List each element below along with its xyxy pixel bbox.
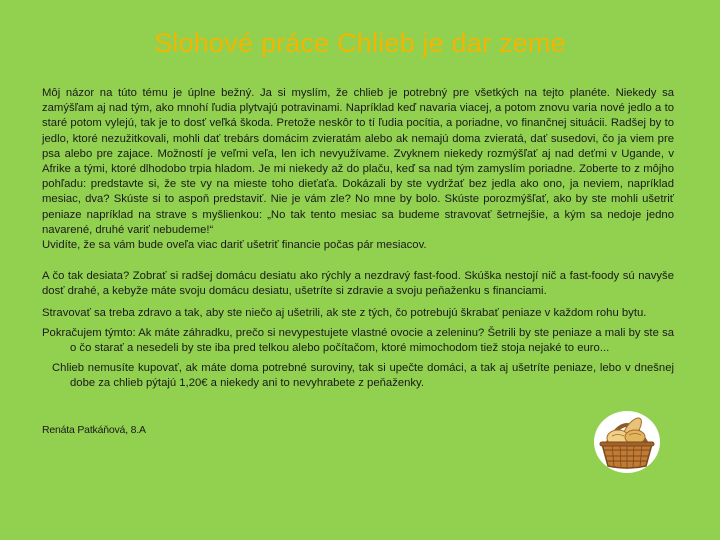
paragraph-conclusion-line: Uvidíte, že sa vám bude oveľa viac dariť ušetriť financie počas pár mesiacov. (42, 239, 427, 252)
paragraph-snack: A čo tak desiata? Zobrať si radšej domácu desiatu ako rýchly a nezdravý fast-food. Skúška nestojí nič a fast-foody sú navyše dosť drahé, a kebyže máte svoju domácu desiatu, ušetríte si zdravie a svoju peňaženku s financiami. (42, 270, 674, 298)
page-title: Slohové práce Chlieb je dar zeme (154, 28, 566, 58)
essay-body (42, 86, 674, 392)
paragraph-healthy-eating: Stravovať sa treba zdravo a tak, aby ste niečo aj ušetrili, ak ste z tých, čo potrebujú škrabať peniaze v každom rohu bytu. (42, 306, 647, 319)
author-signature: Renáta Patkáňová, 8.A (42, 424, 146, 436)
paragraph-intro: Môj názor na túto tému je úplne bežný. Ja si myslím, že chlieb je potrebný pre všetkých na tejto planéte. Niekedy sa zamýšľam aj nad tým, ako mnohí ľudia plytvajú potravinami. Napríklad keď navaria viacej, a potom znovu varia nové jedlo a to staré potom vylejú, tak je to dosť veľká škoda. Pretože neskôr to tí ľudia pocítia, a poriadne, vo finančnej situácii. Radšej by to jedlo, ktoré nezužitkovali, mohli dať trebárs domácim zvieratám alebo ak nemajú doma zvieratá, dať susedovi, čo ja viem pre psa alebo pre zajace. Možností je veľmi veľa, len ich nevyužívame. Zvyknem niekedy rozmýšľať aj nad deťmi v Ugande, v Afrike a tými, ktoré dlhodobo trpia hladom. Je mi niekedy až do plaču, keď sa nad tým zamyslím poriadne. Zoberte to z môjho pohľadu: predstavte si, že ste vy na mieste toho dieťaťa. Dokázali by ste vydržať bez jedla ako ono, ja neviem, napríklad mesiac, dva? Skúste si to aspoň predstaviť. Nie je vám zle? No mne by bolo. Skúste porozmýšľať, ako by ste mohli ušetriť peniaze napríklad na strave s myšlienkou: „No tak tento mesiac sa budeme stravovať šetrnejšie, a kým sa nedoje jedno navarené, druhé variť nebudeme!“ (42, 87, 674, 236)
bread-basket-icon (592, 404, 662, 474)
paragraph-bread: Chlieb nemusíte kupovať, ak máte doma potrebné suroviny, tak si upečte domáci, a tak aj ušetríte peniaze, lebo v dnešnej dobe za chlieb pýtajú 1,20€ a niekedy ani to nevyhrabete z peňaženky. (52, 362, 674, 390)
paragraph-garden: Pokračujem týmto: Ak máte záhradku, prečo si nevypestujete vlastné ovocie a zeleninu? Šetrili by ste peniaze a mali by ste sa o čo starať a nesedeli by ste iba pred telkou alebo počítačom, ktoré mimochodom tiež stoja nejaké to euro... (42, 326, 674, 355)
